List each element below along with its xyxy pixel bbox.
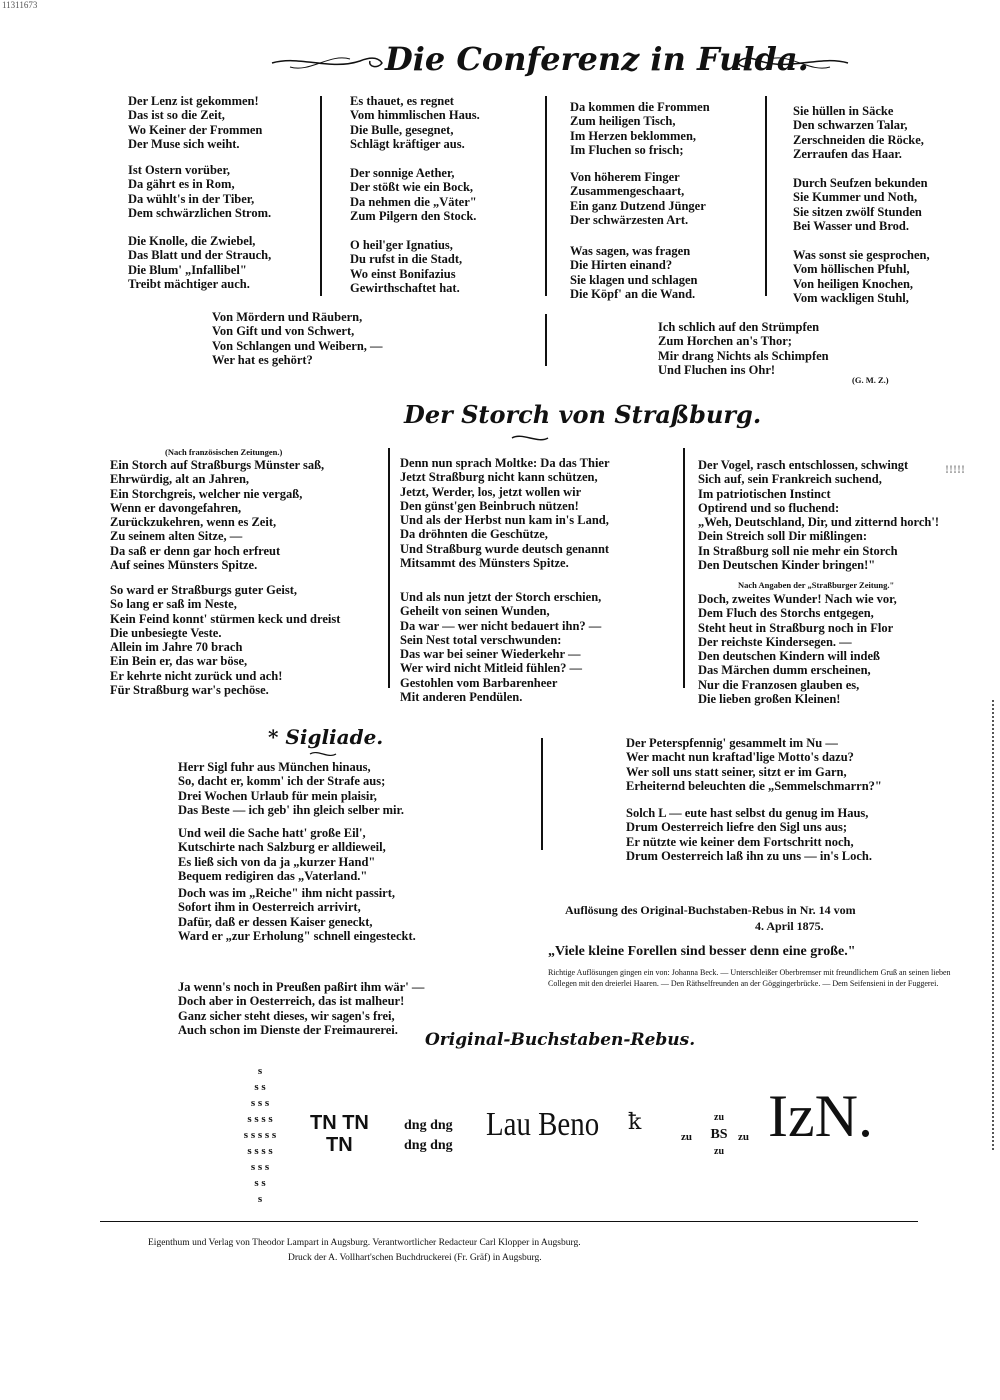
poem2-source-note: Nach Angaben der „Straßburger Zeitung." bbox=[738, 580, 895, 590]
column-divider bbox=[545, 96, 547, 296]
bleed-through-mark: !!!!! bbox=[945, 462, 965, 476]
footer-printer: Druck der A. Vollhart'schen Buchdruckerei (Fr. Gräf) in Augsburg. bbox=[288, 1253, 542, 1263]
rebus-s-row: s s bbox=[254, 1081, 266, 1093]
poem1-stanza-4: Es thauet, es regnet Vom himmlischen Haus. Die Bulle, gesegnet, Schlägt kräftiger aus. bbox=[350, 94, 480, 151]
poem2-stanza-1: Ein Storch auf Straßburgs Münster saß, Ehrwürdig, alt an Jahren, Ein Storchgreis, welcher nie vergaß, Wenn er davongefahren, Zurückzukehren, wenn es Zeit, Zu seinem alten Sitze, — Da saß er denn gar hoch erfreut Auf seines Münsters Spitze. bbox=[110, 458, 325, 573]
solution-answer: „Viele kleine Forellen sind besser denn eine große." bbox=[548, 944, 856, 959]
column-divider bbox=[388, 448, 390, 688]
column-divider bbox=[320, 96, 322, 296]
rebus-title: Original-Buchstaben-Rebus. bbox=[425, 1030, 696, 1050]
title-underline-ornament bbox=[308, 748, 338, 760]
poem1-stanza-6: O heil'ger Ignatius, Du rufst in die Stadt, Wo einst Bonifazius Gewirthschaftet hat. bbox=[350, 238, 463, 295]
poem3-stanza-4: Ja wenn's noch in Preußen paßirt ihm wär' — Doch aber in Oesterreich, das ist malheur! Ganz sicher steht dieses, wir sagen's frei, Auch schon im Dienste der Freimaurerei. bbox=[178, 980, 425, 1037]
poem2-stanza-3: Denn nun sprach Moltke: Da das Thier Jetzt Straßburg nicht kann schützen, Jetzt, Werder, los, jetzt wollen wir Den günst'gen Beinbruch nützen! Und als der Herbst nun kam in's Land, Da dröhnten die Geschütze, Und Straßburg wurde deutsch genannt Mitsammt des Münsters Spitze. bbox=[400, 456, 610, 571]
poem2-stanza-6: Doch, zweites Wunder! Nach wie vor, Dem Fluch des Storchs entgegen, Steht heut in Straßburg noch in Flor Der reichste Kindersegen. — Den deutschen Kindern will indeß Das Märchen dumm erscheinen, Nur die Franzosen glauben es, Die lieben großen Kleinen! bbox=[698, 592, 897, 707]
column-divider bbox=[683, 448, 685, 688]
right-flourish-ornament bbox=[730, 45, 850, 75]
poem1-stanza-11: Durch Seufzen bekunden Sie Kummer und Noth, Sie sitzen zwölf Stunden Bei Wasser und Brod. bbox=[793, 176, 928, 233]
title-underline-ornament bbox=[510, 430, 550, 446]
rebus-lau-beno: Lau Beno bbox=[486, 1106, 600, 1143]
rebus-s-row: s s s s bbox=[247, 1113, 273, 1125]
poem3-stanza-3: Doch was im „Reiche" ihm nicht passirt, Sofort ihm in Oesterreich arrivirt, Dafür, daß er dessen Kaiser geneckt, Ward er „zur Erholung" schnell eingesteckt. bbox=[178, 886, 416, 943]
poem-title-sigliade: * Sigliade. bbox=[268, 725, 384, 749]
rebus-zu-right: zu bbox=[738, 1131, 749, 1143]
rebus-dng-bottom: dng dng bbox=[404, 1138, 453, 1153]
footer-rule bbox=[100, 1221, 918, 1222]
poem1-stanza-2: Ist Ostern vorüber, Da gährt es in Rom, Da wühlt's in der Tiber, Dem schwärzlichen Strom. bbox=[128, 163, 272, 220]
rebus-s-row: s s s s s bbox=[243, 1129, 277, 1141]
archive-id: 11311673 bbox=[2, 0, 38, 10]
poem-title-storch: Der Storch von Straßburg. bbox=[404, 400, 762, 429]
poem1-stanza-3: Die Knolle, die Zwiebel, Das Blatt und der Strauch, Die Blum' „Infallibel" Treibt mächtiger auch. bbox=[128, 234, 272, 291]
poem1-stanza-7: Da kommen die Frommen Zum heiligen Tisch, Im Herzen beklommen, Im Fluchen so frisch; bbox=[570, 100, 710, 157]
poem2-stanza-5: Der Vogel, rasch entschlossen, schwingt Sich auf, sein Frankreich suchend, Im patriotischen Instinct Optirend und so fluchend: „Weh, Deutschland, Dir, und zitternd horch'! Dein Streich soll Dir mißlingen: In Straßburg soll nie mehr ein Storch Den Deutschen Kinder bringen!" bbox=[698, 458, 940, 573]
left-flourish-ornament bbox=[270, 45, 390, 75]
poem1-stanza-5: Der sonnige Aether, Der stößt wie ein Bock, Da nehmen die „Väter" Zum Pilgern den Stock. bbox=[350, 166, 477, 223]
rebus-zu-stack-middle: BS bbox=[710, 1127, 728, 1142]
margin-binding-marks bbox=[992, 700, 1000, 1150]
rebus-zu-stack-top: zu bbox=[714, 1112, 724, 1123]
rebus-zu-stack-bottom: zu bbox=[714, 1146, 724, 1157]
poem3-stanza-2: Und weil die Sache hatt' große Eil', Kutschirte nach Salzburg er alldieweil, Es ließ sich von da ja „kurzer Hand" Bequem redigiren das „Vaterland." bbox=[178, 826, 386, 883]
rebus-s-row: s s s bbox=[250, 1161, 270, 1173]
rebus-s-row: s s s s bbox=[247, 1145, 273, 1157]
rebus-glyph: ꝁ bbox=[628, 1110, 642, 1135]
poem3-stanza-1: Herr Sigl fuhr aus München hinaus, So, dacht er, komm' ich der Strafe aus; Drei Wochen Urlaub für mein plaisir, Das Beste — ich geb' ihn gleich selber mir. bbox=[178, 760, 405, 817]
rebus-s-row: s bbox=[257, 1193, 263, 1205]
footer-publisher: Eigenthum und Verlag von Theodor Lampart in Augsburg. Verantwortlicher Redacteur Carl Klopper in Augsburg. bbox=[148, 1238, 581, 1248]
column-divider bbox=[541, 738, 543, 850]
poem3-stanza-5: Der Peterspfennig' gesammelt im Nu — Wer macht nun kraftad'lige Motto's dazu? Wer soll uns statt seiner, sitzt er im Garn, Erheiternd beleuchten die „Semmelschmarrn?" bbox=[626, 736, 882, 793]
poem2-stanza-4: Und als nun jetzt der Storch erschien, Geheilt von seinen Wunden, Da war — wer nicht bedauert ihn? — Sein Nest total verschwunden: Das war bei seiner Wiederkehr — Wer wird nicht Mitleid fühlen? — Gestohlen vom Barbarenheer Mit anderen Pendülen. bbox=[400, 590, 602, 705]
rebus-tn-top: TN TN bbox=[310, 1112, 369, 1134]
rebus-zu-left: zu bbox=[681, 1131, 692, 1143]
rebus-s-row: s s bbox=[254, 1177, 266, 1189]
solution-note: Richtige Auflösungen gingen ein von: Johanna Beck. — Unterschleißer Oberbremser mit freundlichem Gruß an seinen lieben Collegen mit den dreierlei Haaren. — Den Räthselfreunden an der Göggingerbrücke. — Dem Seifensieni in der Fuggerei. bbox=[548, 968, 951, 988]
poem1-stanza-1: Der Lenz ist gekommen! Das ist so die Zeit, Wo Keiner der Frommen Der Muse sich weiht. bbox=[128, 94, 263, 151]
poem2-subtitle: (Nach französischen Zeitungen.) bbox=[165, 447, 283, 457]
poem1-stanza-14: Ich schlich auf den Strümpfen Zum Horchen an's Thor; Mir drang Nichts als Schimpfen Und Fluchen ins Ohr! bbox=[658, 320, 829, 377]
poem-title-conferenz: Die Conferenz in Fulda. bbox=[385, 40, 809, 78]
poem3-stanza-6: Solch L — eute hast selbst du genug im Haus, Drum Oesterreich liefre den Sigl uns aus; Er nützte wie keiner dem Fortschritt noch, Drum Oesterreich laß ihn zu uns — in's Loch. bbox=[626, 806, 872, 863]
rebus-s-row: s bbox=[257, 1065, 263, 1077]
poem1-signature: (G. M. Z.) bbox=[852, 375, 889, 385]
column-divider bbox=[545, 314, 547, 366]
poem2-stanza-2: So ward er Straßburgs guter Geist, So lang er saß im Neste, Kein Feind konnt' stürmen keck und dreist Die unbesiegte Veste. Allein im Jahre 70 brach Ein Bein er, das war böse, Er kehrte nicht zurück und ach! Für Straßburg war's pechöse. bbox=[110, 583, 341, 698]
poem1-stanza-10: Sie hüllen in Säcke Den schwarzen Talar, Zerschneiden die Röcke, Zerraufen das Haar. bbox=[793, 104, 924, 161]
solution-date: 4. April 1875. bbox=[755, 919, 824, 933]
poem1-stanza-8: Von höherem Finger Zusammengeschaart, Ein ganz Dutzend Jünger Der schwärzesten Art. bbox=[570, 170, 706, 227]
rebus-izn: IzN. bbox=[768, 1083, 873, 1149]
poem1-stanza-13: Von Mördern und Räubern, Von Gift und von Schwert, Von Schlangen und Weibern, — Wer hat es gehört? bbox=[212, 310, 383, 367]
rebus-s-row: s s s bbox=[250, 1097, 270, 1109]
rebus-dng-top: dng dng bbox=[404, 1118, 453, 1133]
column-divider bbox=[765, 96, 767, 296]
solution-heading: Auflösung des Original-Buchstaben-Rebus in Nr. 14 vom bbox=[565, 903, 856, 917]
poem1-stanza-12: Was sonst sie gesprochen, Vom höllischen Pfuhl, Von heiligen Knochen, Vom wackligen Stuhl, bbox=[793, 248, 930, 305]
rebus-tn-bottom: TN bbox=[326, 1134, 353, 1156]
poem1-stanza-9: Was sagen, was fragen Die Hirten einand? Sie klagen und schlagen Die Köpf' an die Wand. bbox=[570, 244, 698, 301]
